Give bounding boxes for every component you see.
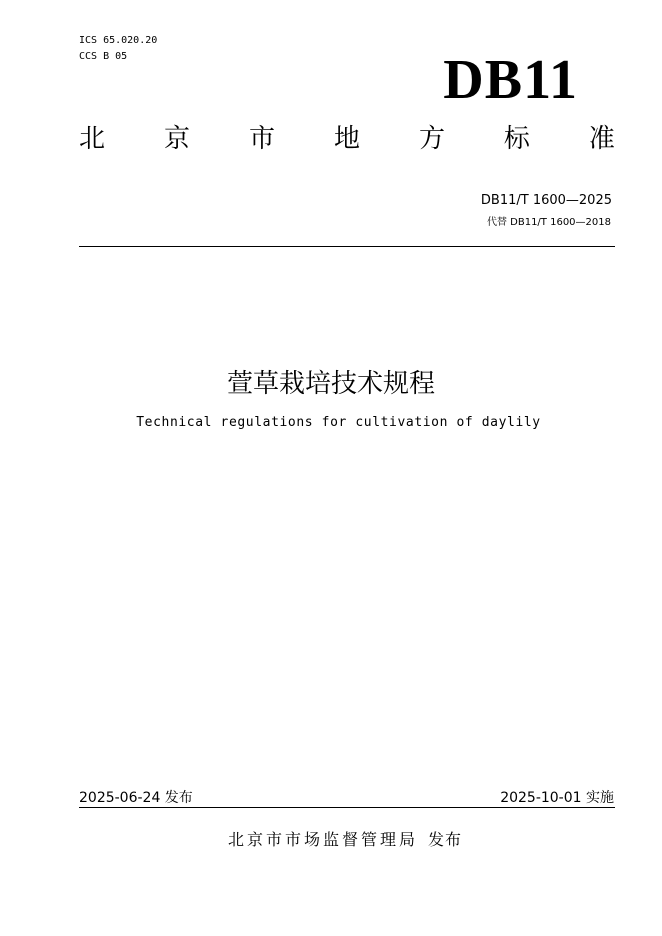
header-title-char: 标 xyxy=(503,124,530,154)
issuer-suffix: 发布 xyxy=(428,830,463,849)
header-divider xyxy=(79,246,615,247)
header-title-char: 市 xyxy=(248,124,275,154)
header-title-char: 北 xyxy=(79,124,106,154)
footer-divider xyxy=(79,807,615,808)
standard-number: DB11/T 1600—2025 xyxy=(480,193,612,208)
header-title xyxy=(79,122,615,156)
document-title-en: Technical regulations for cultivation of daylily xyxy=(136,415,541,430)
issuer-name: 北京市市场监督管理局 xyxy=(227,830,418,849)
header-title-char: 方 xyxy=(418,124,445,154)
replaces-standard: 代替 DB11/T 1600—2018 xyxy=(486,217,611,228)
effective-date: 2025-10-01 实施 xyxy=(500,790,614,806)
issue-date: 2025-06-24 发布 xyxy=(79,790,193,806)
ics-code: ICS 65.020.20 xyxy=(79,35,158,46)
document-title-cn: 萱草栽培技术规程 xyxy=(226,369,435,399)
ccs-code: CCS B 05 xyxy=(79,51,128,62)
header-title-char: 准 xyxy=(588,124,615,154)
issuing-authority xyxy=(0,828,662,852)
header-title-char: 地 xyxy=(333,124,360,154)
db11-logo: DB11 xyxy=(443,49,578,111)
header-title-char: 京 xyxy=(163,124,190,154)
classification-codes xyxy=(79,33,157,65)
